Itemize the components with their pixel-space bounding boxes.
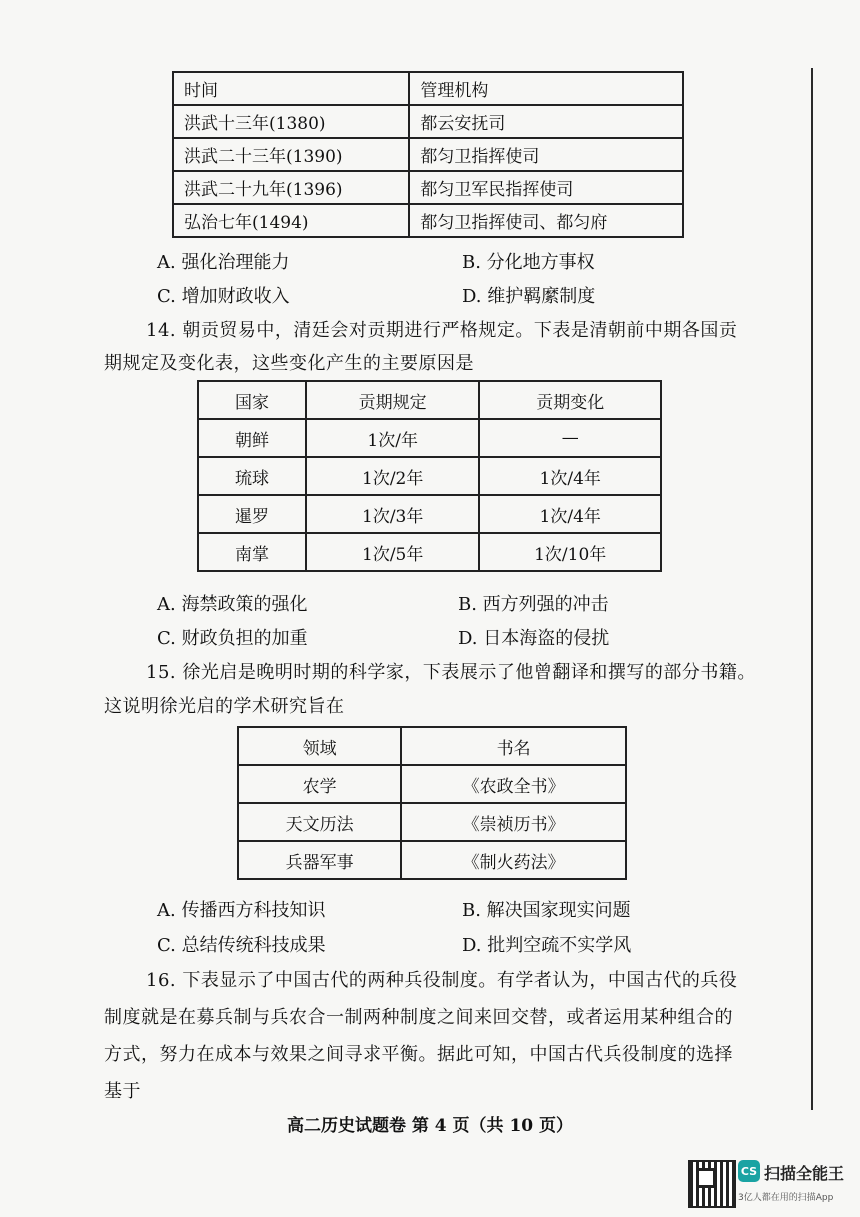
q16-stem-line3: 方式，努力在成本与效果之间寻求平衡。据此可知，中国古代兵役制度的选择 xyxy=(104,1044,733,1065)
table-row xyxy=(173,105,683,138)
table-header-cell: 贡期变化 xyxy=(479,381,661,419)
q15-option-b: B. 解决国家现实问题 xyxy=(462,900,631,921)
table-row xyxy=(238,841,626,879)
table-cell: 《农政全书》 xyxy=(401,765,626,803)
table-xu-guangqi-books xyxy=(237,726,627,880)
table-header-cell: 贡期规定 xyxy=(306,381,479,419)
camscanner-logo: CS xyxy=(738,1160,760,1182)
q14-stem-line1: 14. 朝贡贸易中，清廷会对贡期进行严格规定。下表是清朝前中期各国贡 xyxy=(146,320,738,341)
q14-stem-line2: 期规定及变化表，这些变化产生的主要原因是 xyxy=(104,353,474,374)
q15-stem-line2: 这说明徐光启的学术研究旨在 xyxy=(104,696,345,717)
table-tribute-periods xyxy=(197,380,662,572)
table-row xyxy=(173,171,683,204)
table-cell: 琉球 xyxy=(198,457,306,495)
table-header-row xyxy=(238,727,626,765)
table-row xyxy=(198,457,661,495)
q13-option-a: A. 强化治理能力 xyxy=(157,252,290,273)
table-cell: 洪武二十九年(1396) xyxy=(173,171,409,204)
table-cell: 1次/3年 xyxy=(306,495,479,533)
table-cell: 都匀卫军民指挥使司 xyxy=(409,171,683,204)
table-header-row xyxy=(173,72,683,105)
q15-stem-line1: 15. 徐光启是晚明时期的科学家，下表展示了他曾翻译和撰写的部分书籍。 xyxy=(146,662,756,683)
table-header-cell: 管理机构 xyxy=(409,72,683,105)
table-row xyxy=(198,533,661,571)
table-row xyxy=(238,765,626,803)
q13-option-c: C. 增加财政收入 xyxy=(157,286,290,307)
table-row xyxy=(198,495,661,533)
page-edge-line xyxy=(811,68,813,1110)
camscanner-tagline: 3亿人都在用的扫描App xyxy=(738,1193,834,1203)
table-cell: 弘治七年(1494) xyxy=(173,204,409,237)
table-cell: 1次/4年 xyxy=(479,457,661,495)
q15-option-c: C. 总结传统科技成果 xyxy=(157,935,326,956)
table-cell: 洪武十三年(1380) xyxy=(173,105,409,138)
table-cell: 朝鲜 xyxy=(198,419,306,457)
q14-option-d: D. 日本海盗的侵扰 xyxy=(458,628,610,649)
table-cell: 都匀卫指挥使司、都匀府 xyxy=(409,204,683,237)
q13-option-d: D. 维护羁縻制度 xyxy=(462,286,596,307)
page-footer: 高二历史试题卷 第 4 页（共 10 页） xyxy=(286,1116,574,1136)
camscanner-name: 扫描全能王 xyxy=(764,1164,845,1183)
table-cell: 都匀卫指挥使司 xyxy=(409,138,683,171)
table-cell: 农学 xyxy=(238,765,401,803)
q16-stem-line4: 基于 xyxy=(104,1081,141,1102)
table-cell: — xyxy=(479,419,661,457)
qr-code-icon xyxy=(688,1160,736,1208)
table-header-row xyxy=(198,381,661,419)
table-cell: 1次/年 xyxy=(306,419,479,457)
q14-option-c: C. 财政负担的加重 xyxy=(157,628,308,649)
table-row xyxy=(238,803,626,841)
q13-option-b: B. 分化地方事权 xyxy=(462,252,595,273)
table-cell: 洪武二十三年(1390) xyxy=(173,138,409,171)
q15-option-a: A. 传播西方科技知识 xyxy=(157,900,326,921)
table-cell: 《制火药法》 xyxy=(401,841,626,879)
table-guizhou-admin xyxy=(172,71,684,238)
table-header-cell: 国家 xyxy=(198,381,306,419)
q14-option-a: A. 海禁政策的强化 xyxy=(157,594,308,615)
table-header-cell: 领域 xyxy=(238,727,401,765)
table-row xyxy=(173,204,683,237)
table-cell: 《崇祯历书》 xyxy=(401,803,626,841)
table-cell: 天文历法 xyxy=(238,803,401,841)
table-cell: 1次/2年 xyxy=(306,457,479,495)
q16-stem-line1: 16. 下表显示了中国古代的两种兵役制度。有学者认为，中国古代的兵役 xyxy=(146,970,738,991)
table-cell: 都云安抚司 xyxy=(409,105,683,138)
q15-option-d: D. 批判空疏不实学风 xyxy=(462,935,632,956)
table-cell: 南掌 xyxy=(198,533,306,571)
table-row xyxy=(198,419,661,457)
table-header-cell: 书名 xyxy=(401,727,626,765)
table-cell: 1次/4年 xyxy=(479,495,661,533)
table-cell: 1次/10年 xyxy=(479,533,661,571)
table-row xyxy=(173,138,683,171)
q14-option-b: B. 西方列强的冲击 xyxy=(458,594,609,615)
table-cell: 1次/5年 xyxy=(306,533,479,571)
table-cell: 兵器军事 xyxy=(238,841,401,879)
table-cell: 暹罗 xyxy=(198,495,306,533)
q16-stem-line2: 制度就是在募兵制与兵农合一制两种制度之间来回交替，或者运用某种组合的 xyxy=(104,1007,733,1028)
table-header-cell: 时间 xyxy=(173,72,409,105)
